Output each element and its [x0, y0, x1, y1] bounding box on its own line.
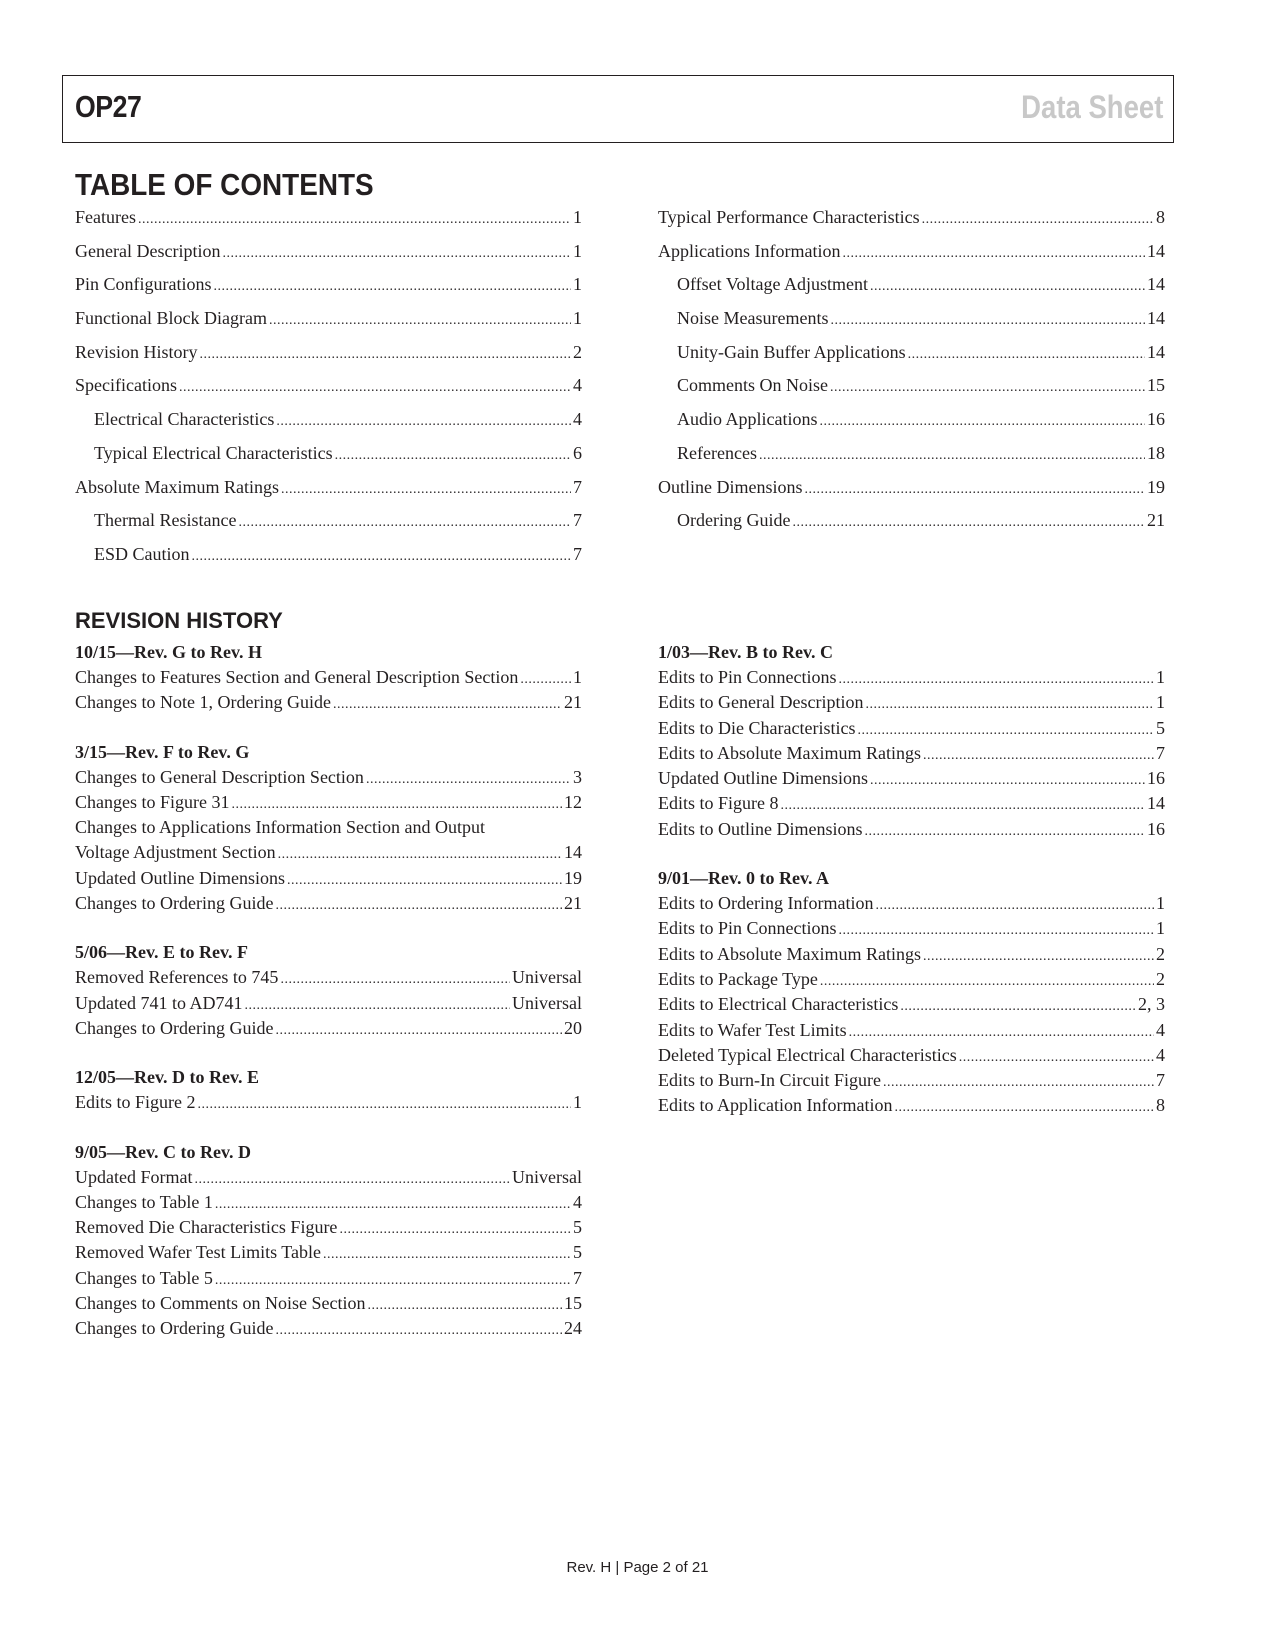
page-header — [62, 75, 1174, 143]
revision-entry — [75, 1267, 582, 1292]
toc-entry[interactable] — [75, 509, 582, 543]
page-number: 4 — [1156, 1044, 1165, 1065]
dot-leader — [333, 694, 562, 716]
dot-leader — [238, 512, 571, 534]
page-number: 1 — [1156, 918, 1165, 939]
page-number: 14 — [1147, 274, 1165, 295]
entry-label: Updated Outline Dimensions — [75, 867, 285, 888]
page-number: 7 — [1156, 1070, 1165, 1091]
entry-label: Edits to Electrical Characteristics — [658, 994, 899, 1015]
page-number: 21 — [1147, 510, 1165, 531]
page-number: Universal — [512, 1166, 582, 1187]
toc-entry[interactable] — [75, 408, 582, 442]
page-number: 7 — [573, 510, 582, 531]
page-number: 14 — [564, 842, 582, 863]
dot-leader — [870, 276, 1145, 298]
page-number: 8 — [1156, 1095, 1165, 1116]
dot-leader — [908, 344, 1145, 366]
entry-label: ESD Caution — [94, 543, 190, 564]
revision-entry — [658, 1069, 1165, 1094]
revision-entry — [75, 791, 582, 816]
dot-leader — [200, 344, 571, 366]
revision-entry — [658, 892, 1165, 917]
page-number: 8 — [1156, 207, 1165, 227]
revision-entry — [658, 993, 1165, 1018]
revision-entry-line: Changes to Applications Information Section and Output — [75, 817, 485, 838]
page-number: Universal — [512, 992, 582, 1013]
dot-leader — [179, 377, 571, 399]
dot-leader — [278, 844, 562, 866]
entry-label: Edits to Pin Connections — [658, 918, 837, 939]
page-number: 19 — [1147, 476, 1165, 497]
entry-label: Thermal Resistance — [94, 510, 237, 531]
page-number: 21 — [564, 692, 582, 713]
page-number: 14 — [1147, 793, 1165, 814]
page-number: 2 — [573, 341, 582, 362]
toc-entry[interactable] — [658, 273, 1165, 307]
page-number: 4 — [1156, 1019, 1165, 1040]
dot-leader — [269, 310, 571, 332]
revision-entry — [75, 1292, 582, 1317]
page-number: Universal — [512, 967, 582, 988]
entry-label: Changes to Comments on Noise Section — [75, 1293, 366, 1314]
toc-entry[interactable] — [75, 442, 582, 476]
entry-label: Edits to Figure 2 — [75, 1092, 196, 1113]
toc-entry[interactable] — [658, 307, 1165, 341]
dot-leader — [281, 479, 571, 501]
toc-entry[interactable] — [658, 408, 1165, 442]
dot-leader — [215, 1270, 571, 1292]
revision-history-title: REVISION HISTORY — [75, 608, 283, 633]
dot-leader — [922, 209, 1154, 231]
toc-entry[interactable] — [75, 543, 582, 577]
revision-entry — [75, 691, 582, 716]
toc-entry[interactable] — [75, 273, 582, 307]
toc-entry[interactable] — [658, 206, 1165, 240]
entry-label: Functional Block Diagram — [75, 308, 267, 329]
page-number: 1 — [1156, 667, 1165, 687]
revision-entry — [658, 792, 1165, 817]
dot-leader — [366, 769, 571, 791]
revision-entry — [658, 968, 1165, 993]
dot-leader — [830, 377, 1145, 399]
entry-label: Edits to Absolute Maximum Ratings — [658, 943, 922, 964]
revision-heading: 9/05—Rev. C to Rev. D — [75, 1141, 251, 1162]
dot-leader — [138, 209, 571, 231]
entry-label: Ordering Guide — [677, 510, 791, 531]
entry-label: Changes to Figure 31 — [75, 791, 230, 812]
page-number: 2 — [1156, 943, 1165, 964]
page-number: 7 — [573, 543, 582, 564]
dot-leader — [194, 1169, 510, 1191]
dot-leader — [287, 870, 562, 892]
revision-entry — [75, 1191, 582, 1216]
dot-leader — [820, 411, 1146, 433]
page-number: 7 — [573, 476, 582, 497]
entry-label: Edits to Absolute Maximum Ratings — [658, 742, 922, 763]
toc-entry[interactable] — [75, 240, 582, 274]
page-number: 15 — [564, 1293, 582, 1314]
revision-heading: 3/15—Rev. F to Rev. G — [75, 741, 250, 762]
page-number: 14 — [1147, 308, 1165, 329]
page-number: 7 — [1156, 742, 1165, 763]
revision-entry — [75, 966, 582, 991]
dot-leader — [214, 276, 571, 298]
entry-label: Edits to Burn-In Circuit Figure — [658, 1070, 881, 1091]
page-number: 1 — [573, 240, 582, 261]
dot-leader — [275, 1020, 562, 1042]
toc-entry[interactable] — [658, 442, 1165, 476]
revision-entry — [75, 766, 582, 791]
dot-leader — [275, 1320, 562, 1342]
dot-leader — [781, 795, 1146, 817]
entry-label: Edits to Pin Connections — [658, 667, 837, 687]
page-number: 24 — [564, 1318, 582, 1339]
revision-entry — [658, 917, 1165, 942]
revision-entry — [658, 767, 1165, 792]
page-number: 1 — [573, 308, 582, 329]
page-number: 2 — [1156, 968, 1165, 989]
entry-label: Unity-Gain Buffer Applications — [677, 341, 906, 362]
toc-entry[interactable] — [658, 509, 1165, 543]
dot-leader — [857, 720, 1154, 742]
dot-leader — [759, 445, 1145, 467]
toc-entry[interactable] — [658, 476, 1165, 510]
entry-label: Revision History — [75, 341, 198, 362]
page-number: 1 — [573, 667, 582, 687]
part-number: OP27 — [75, 89, 142, 124]
entry-label: Typical Electrical Characteristics — [94, 442, 333, 463]
dot-leader — [792, 512, 1145, 534]
entry-label: Typical Performance Characteristics — [658, 207, 920, 227]
revision-heading: 10/15—Rev. G to Rev. H — [75, 642, 262, 662]
dot-leader — [820, 971, 1154, 993]
entry-label: References — [677, 442, 757, 463]
revision-entry — [658, 1094, 1165, 1119]
page-number: 14 — [1147, 240, 1165, 261]
toc-entry[interactable] — [75, 374, 582, 408]
dot-leader — [894, 1097, 1154, 1119]
page-number: 5 — [573, 1242, 582, 1263]
dot-leader — [805, 479, 1146, 501]
revision-entry — [75, 1017, 582, 1042]
page-number: 1 — [573, 207, 582, 227]
entry-label: Changes to Ordering Guide — [75, 1017, 274, 1038]
toc-entry[interactable] — [75, 341, 582, 375]
page-number: 3 — [573, 766, 582, 787]
revision-group — [75, 641, 582, 717]
toc-left-column — [75, 206, 582, 577]
entry-label: Edits to Wafer Test Limits — [658, 1019, 847, 1040]
revision-right-column — [658, 641, 1165, 1144]
dot-leader — [923, 745, 1154, 767]
page-number: 1 — [573, 1092, 582, 1113]
revision-group — [75, 1141, 582, 1343]
revision-entry — [658, 666, 1165, 691]
page-number: 18 — [1147, 442, 1165, 463]
entry-label: Electrical Characteristics — [94, 409, 275, 430]
toc-entry[interactable] — [75, 307, 582, 341]
revision-entry — [75, 892, 582, 917]
dot-leader — [870, 770, 1145, 792]
revision-entry — [75, 1317, 582, 1342]
revision-group — [75, 1066, 582, 1116]
page-number: 14 — [1147, 341, 1165, 362]
dot-leader — [276, 411, 571, 433]
dot-leader — [222, 243, 571, 265]
toc-right-column — [658, 206, 1165, 543]
page-number: 4 — [573, 1191, 582, 1212]
entry-label: Edits to Ordering Information — [658, 893, 874, 914]
entry-label: General Description — [75, 240, 221, 261]
entry-label: Comments On Noise — [677, 375, 828, 396]
dot-leader — [839, 920, 1154, 942]
page-number: 21 — [564, 893, 582, 914]
entry-label: Changes to Table 5 — [75, 1267, 213, 1288]
entry-label: Audio Applications — [677, 409, 818, 430]
entry-label: Updated Format — [75, 1166, 193, 1187]
entry-label: Edits to Application Information — [658, 1095, 893, 1116]
dot-leader — [520, 669, 571, 691]
entry-label: Noise Measurements — [677, 308, 829, 329]
entry-label: Changes to General Description Section — [75, 766, 364, 787]
toc-entry[interactable] — [658, 341, 1165, 375]
dot-leader — [849, 1022, 1154, 1044]
entry-label: Applications Information — [658, 240, 841, 261]
toc-title: TABLE OF CONTENTS — [75, 167, 374, 202]
dot-leader — [232, 794, 563, 816]
entry-label: Changes to Table 1 — [75, 1191, 213, 1212]
page-number: 19 — [564, 867, 582, 888]
toc-entry[interactable] — [658, 374, 1165, 408]
page-number: 7 — [573, 1267, 582, 1288]
dot-leader — [865, 694, 1154, 716]
entry-label: Offset Voltage Adjustment — [677, 274, 868, 295]
dot-leader — [883, 1072, 1154, 1094]
revision-entry — [75, 841, 582, 866]
dot-leader — [215, 1194, 571, 1216]
page-number: 15 — [1147, 375, 1165, 396]
revision-entry — [75, 1091, 582, 1116]
entry-label: Features — [75, 207, 136, 227]
page-number: 16 — [1147, 818, 1165, 839]
dot-leader — [323, 1244, 571, 1266]
page-number: 5 — [1156, 717, 1165, 738]
revision-group — [658, 867, 1165, 1120]
entry-label: Absolute Maximum Ratings — [75, 476, 279, 497]
revision-group — [75, 941, 582, 1042]
page-number: 16 — [1147, 409, 1165, 430]
entry-label: Edits to Die Characteristics — [658, 717, 856, 738]
dot-leader — [875, 895, 1154, 917]
entry-label: Updated Outline Dimensions — [658, 768, 868, 789]
revision-entry — [75, 1241, 582, 1266]
page-number: 12 — [564, 791, 582, 812]
entry-label: Changes to Features Section and General Description Section — [75, 667, 519, 687]
page-number: 1 — [1156, 692, 1165, 713]
dot-leader — [339, 1219, 571, 1241]
revision-group — [75, 741, 582, 918]
page-number: 1 — [1156, 893, 1165, 914]
revision-heading: 12/05—Rev. D to Rev. E — [75, 1067, 259, 1088]
entry-label: Edits to Outline Dimensions — [658, 818, 863, 839]
toc-entry[interactable] — [75, 476, 582, 510]
entry-label: Voltage Adjustment Section — [75, 842, 276, 863]
page-number: 4 — [573, 375, 582, 396]
entry-label: Removed Die Characteristics Figure — [75, 1217, 338, 1238]
toc-entry[interactable] — [658, 240, 1165, 274]
revision-entry — [75, 1166, 582, 1191]
page-number: 16 — [1147, 768, 1165, 789]
entry-label: Changes to Note 1, Ordering Guide — [75, 692, 331, 713]
dot-leader — [839, 669, 1154, 691]
dot-leader — [192, 546, 571, 568]
dot-leader — [367, 1295, 562, 1317]
dot-leader — [842, 243, 1145, 265]
entry-label: Updated 741 to AD741 — [75, 992, 243, 1013]
revision-entry — [658, 943, 1165, 968]
page-number: 20 — [564, 1017, 582, 1038]
page-number: 6 — [573, 442, 582, 463]
entry-label: Edits to Package Type — [658, 968, 818, 989]
dot-leader — [900, 996, 1136, 1018]
revision-entry — [658, 1044, 1165, 1069]
revision-entry — [658, 742, 1165, 767]
document-type: Data Sheet — [1020, 89, 1163, 125]
dot-leader — [198, 1094, 572, 1116]
entry-label: Changes to Ordering Guide — [75, 893, 274, 914]
dot-leader — [830, 310, 1145, 332]
page-number: 2, 3 — [1138, 994, 1165, 1015]
dot-leader — [959, 1047, 1154, 1069]
entry-label: Removed References to 745 — [75, 967, 279, 988]
revision-entry — [658, 717, 1165, 742]
revision-heading: 1/03—Rev. B to Rev. C — [658, 642, 833, 662]
entry-label: Deleted Typical Electrical Characteristics — [658, 1044, 957, 1065]
entry-label: Edits to Figure 8 — [658, 793, 779, 814]
entry-label: Outline Dimensions — [658, 476, 803, 497]
revision-entry — [75, 867, 582, 892]
revision-entry — [75, 992, 582, 1017]
entry-label: Removed Wafer Test Limits Table — [75, 1242, 321, 1263]
toc-entry[interactable] — [75, 206, 582, 240]
entry-label: Changes to Ordering Guide — [75, 1318, 274, 1339]
page-number: 4 — [573, 409, 582, 430]
dot-leader — [335, 445, 571, 467]
revision-heading: 9/01—Rev. 0 to Rev. A — [658, 868, 829, 889]
dot-leader — [244, 995, 510, 1017]
revision-entry — [75, 1216, 582, 1241]
revision-entry — [75, 666, 582, 691]
entry-label: Specifications — [75, 375, 177, 396]
revision-entry — [658, 818, 1165, 843]
dot-leader — [280, 969, 510, 991]
revision-heading: 5/06—Rev. E to Rev. F — [75, 942, 248, 963]
revision-left-column — [75, 641, 582, 1367]
entry-label: Pin Configurations — [75, 274, 212, 295]
page-number: 1 — [573, 274, 582, 295]
dot-leader — [865, 821, 1146, 843]
entry-label: Edits to General Description — [658, 692, 864, 713]
dot-leader — [923, 946, 1154, 968]
revision-entry — [658, 691, 1165, 716]
revision-group — [658, 641, 1165, 843]
page-number: 5 — [573, 1217, 582, 1238]
revision-entry — [658, 1019, 1165, 1044]
dot-leader — [275, 895, 562, 917]
page-footer: Rev. H | Page 2 of 21 — [566, 1559, 709, 1576]
